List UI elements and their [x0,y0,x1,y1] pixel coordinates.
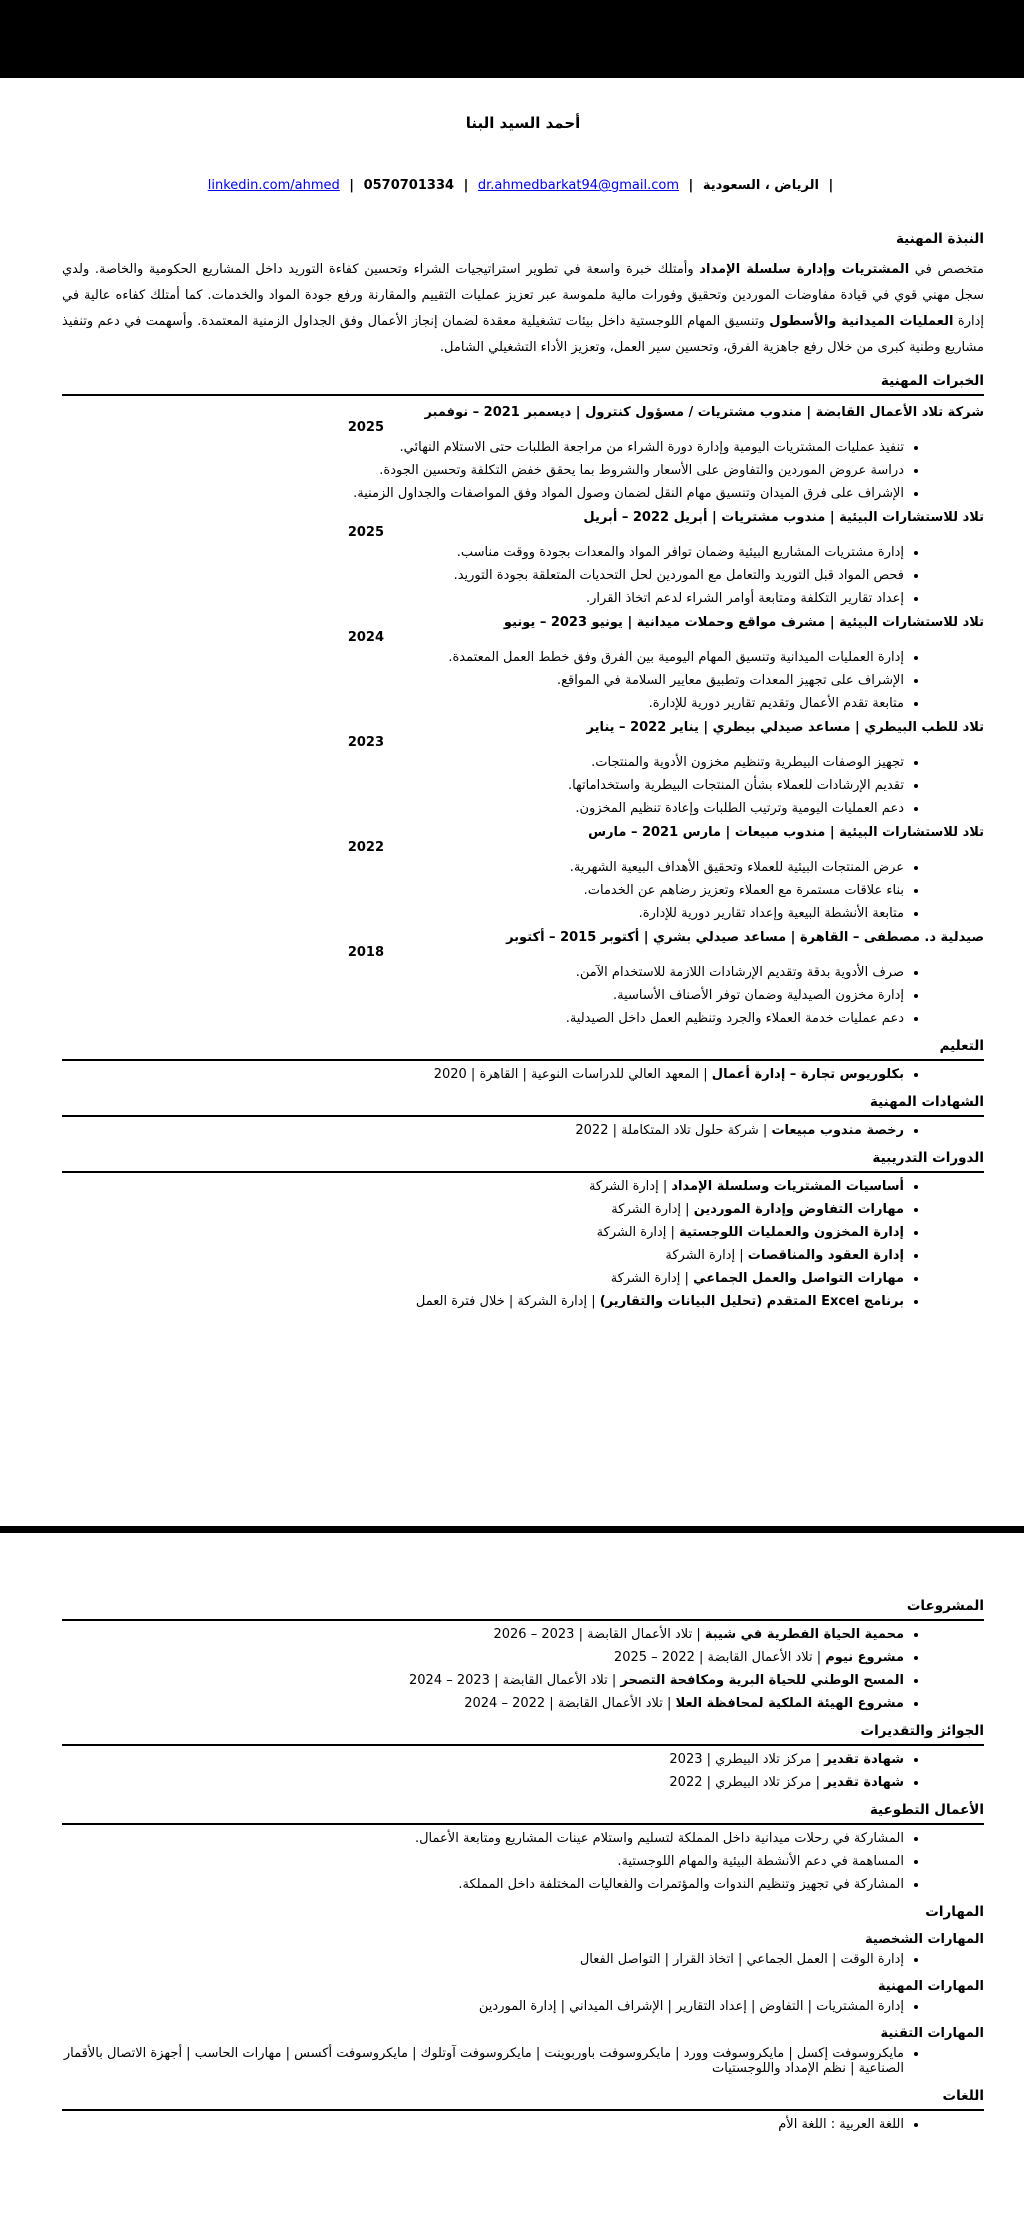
list-item [62,1067,904,1082]
section-heading-certifications: الشهادات المهنية [869,1094,984,1110]
list-item: • إدارة العمليات الميدانية وتنسيق المهام اليومية بين الفرق وفق خطط العمل المعتمدة. [62,650,904,665]
project-details: | تلاد الأعمال القابضة | 2022 – 2025 [613,1650,826,1665]
section-divider [62,1115,984,1117]
section-divider [62,1059,984,1061]
skills-technical-list [62,2046,984,2076]
project-details: | تلاد الأعمال القابضة | 2022 – 2024 [464,1696,676,1711]
list-item: • إدارة مشتريات المشاريع البيئية وضمان توافر المواد والمعدات بجودة ووقت مناسب. [62,545,904,560]
course-details: | إدارة الشركة [611,1202,694,1217]
list-item [62,1696,904,1711]
list-item: • المساهمة في دعم الأنشطة البيئية والمهام اللوجستية. [62,1854,904,1869]
job-title: تلاد للاستشارات البيئية | مندوب مبيعات | مارس 2021 – مارس [588,825,984,840]
course-name: مهارات التواصل والعمل الجماعي [693,1271,904,1286]
job-bullet-list [62,650,984,711]
course-details: | إدارة الشركة [610,1271,694,1286]
job-entry [62,825,984,921]
cv-page-2 [0,1560,1024,2140]
summary-text-bold: العمليات الميدانية والأسطول [769,314,954,329]
contact-separator: | [828,178,834,193]
courses-list [62,1179,984,1309]
course-name: إدارة المخزون والعمليات اللوجستية [679,1225,904,1240]
job-title: تلاد للطب البيطري | مساعد صيدلي بيطري | يناير 2022 – يناير [586,720,984,735]
project-name: محمية الحياة الفطرية في شيبة [704,1627,904,1642]
job-title-wrapped-year: 2022 [347,840,384,855]
course-name: برنامج Excel المتقدم (تحليل البيانات والتقارير) [599,1294,904,1309]
list-item: • صرف الأدوية بدقة وتقديم الإرشادات اللازمة للاستخدام الآمن. [62,965,904,980]
education-list [62,1067,984,1082]
list-item: • بناء علاقات مستمرة مع العملاء وتعزيز رضاهم عن الخدمات. [62,883,904,898]
list-item: • الإشراف على فرق الميدان وتنسيق مهام النقل لضمان وصول المواد وفق المواصفات والجداول الزمنية. [62,486,904,501]
project-name: المسح الوطني للحياة البرية ومكافحة التصحر [620,1673,904,1688]
linkedin-link[interactable]: linkedin.com/ahmed [207,178,340,193]
section-heading-courses: الدورات التدريبية [872,1150,984,1166]
job-entry [62,615,984,711]
job-bullet-list [62,860,984,921]
list-item: • تقديم الإرشادات للعملاء بشأن المنتجات البيطرية واستخداماتها. [62,778,904,793]
course-name: أساسيات المشتريات وسلسلة الإمداد [671,1179,904,1194]
job-entry [62,510,984,606]
list-item: • مايكروسوفت إكسل | مايكروسوفت وورد | مايكروسوفت باوربوينت | مايكروسوفت آوتلوك | مايكروسوفت أكسس | مهارات الحاسب | أجهزة الاتصال بالأقمار الصناعية | نظم الإمداد واللوجستيات [62,2046,904,2076]
course-details: | إدارة الشركة [665,1248,748,1263]
list-item [62,1123,904,1138]
project-details: | تلاد الأعمال القابضة | 2023 – 2024 [409,1673,621,1688]
degree-details: | المعهد العالي للدراسات النوعية | القاهرة | 2020 [433,1067,712,1082]
cv-page-1 [0,78,1024,1317]
degree-name: بكلوريوس تجارة – إدارة أعمال [711,1067,904,1082]
list-item: • إدارة المشتريات | التفاوض | إعداد التقارير | الإشراف الميداني | إدارة الموردين [62,1999,904,2014]
contact-separator: | [349,178,355,193]
course-details: | إدارة الشركة | خلال فترة العمل [415,1294,600,1309]
section-divider [62,394,984,396]
job-title-wrapped-year: 2024 [347,630,384,645]
list-item [62,1179,904,1194]
contact-line [62,178,984,193]
list-item: • متابعة تقدم الأعمال وتقديم تقارير دورية للإدارة. [62,696,904,711]
job-entry [62,405,984,501]
skills-personal-list [62,1952,984,1967]
job-title-wrapped-year: 2023 [347,735,384,750]
list-item [62,1650,904,1665]
certifications-list [62,1123,984,1138]
list-item: • دراسة عروض الموردين والتفاوض على الأسعار والشروط بما يحقق خفض التكلفة وتحسين الجودة. [62,463,904,478]
list-item: • المشاركة في رحلات ميدانية داخل المملكة لتسليم واستلام عينات المشاريع ومتابعة الأعمال. [62,1831,904,1846]
job-title: صيدلية د. مصطفى – القاهرة | مساعد صيدلي بشري | أكتوبر 2015 – أكتوبر [506,930,984,945]
award-details: | مركز تلاد البيطري | 2023 [669,1752,825,1767]
course-details: | إدارة الشركة [588,1179,672,1194]
job-title: تلاد للاستشارات البيئية | مشرف مواقع وحملات ميدانية | يونيو 2023 – يونيو [503,615,984,630]
list-item: • الإشراف على تجهيز المعدات وتطبيق معايير السلامة في المواقع. [62,673,904,688]
languages-list [62,2117,984,2132]
list-item: • المشاركة في تجهيز وتنظيم الندوات والمؤتمرات والفعاليات المختلفة داخل المملكة. [62,1877,904,1892]
section-heading-projects: المشروعات [906,1598,984,1614]
list-item [62,1271,904,1286]
list-item [62,1248,904,1263]
skills-professional-list [62,1999,984,2014]
job-title-wrapped-year: 2025 [347,420,384,435]
job-entry [62,720,984,816]
job-title: شركة تلاد الأعمال القابضة | مندوب مشتريات / مسؤول كنترول | ديسمبر 2021 – نوفمبر [424,405,984,420]
candidate-name: أحمد السيد البنا [465,114,581,132]
section-heading-experience: الخبرات المهنية [880,373,984,389]
list-item: • إدارة الوقت | العمل الجماعي | اتخاذ القرار | التواصل الفعال [62,1952,904,1967]
section-heading-volunteering: الأعمال التطوعية [869,1802,984,1818]
skills-group-heading-professional: المهارات المهنية [877,1979,984,1994]
job-bullet-list [62,545,984,606]
certificate-name: رخصة مندوب مبيعات [771,1123,904,1138]
page-break-band [0,1526,1024,1533]
job-title: تلاد للاستشارات البيئية | مندوب مشتريات | أبريل 2022 – أبريل [583,510,984,525]
list-item: • فحص المواد قبل التوريد والتعامل مع الموردين لحل التحديات المتعلقة بجودة التوريد. [62,568,904,583]
section-divider [62,1823,984,1825]
list-item: • إدارة مخزون الصيدلية وضمان توفر الأصناف الأساسية. [62,988,904,1003]
skills-group-heading-technical: المهارات التقنية [880,2026,984,2041]
list-item [62,1225,904,1240]
list-item: • تجهيز الوصفات البيطرية وتنظيم مخزون الأدوية والمنتجات. [62,755,904,770]
projects-list [62,1627,984,1711]
award-details: | مركز تلاد البيطري | 2022 [669,1775,825,1790]
contact-separator: | [463,178,469,193]
summary-text: متخصص في [909,262,984,277]
section-divider [62,1744,984,1746]
list-item: • متابعة الأنشطة البيعية وإعداد تقارير دورية للإدارة. [62,906,904,921]
location-text: الرياض ، السعودية [702,178,819,193]
list-item: • إعداد تقارير التكلفة ومتابعة أوامر الشراء لدعم اتخاذ القرار. [62,591,904,606]
job-title-wrapped-year: 2025 [347,525,384,540]
section-divider [62,2109,984,2111]
project-name: مشروع نيوم [825,1650,904,1665]
list-item [62,1202,904,1217]
viewer-top-bar [0,0,1024,78]
list-item: • عرض المنتجات البيئية للعملاء وتحقيق الأهداف البيعية الشهرية. [62,860,904,875]
section-divider [62,1619,984,1621]
section-heading-education: التعليم [939,1038,984,1054]
section-heading-awards: الجوائز والتقديرات [860,1723,984,1739]
summary-text: وأمتلك خبرة واسعة في تطوير استراتيجيات الشراء وتحسين كفاءة التوريد داخل المشاريع الحكومية والخاصة. ولدي سجل مهني قوي في قيادة مفاوضات الموردين وتحقيق وفورات مالية ملموسة عبر تعزيز عمليات التقييم والمقارنة ورفع جودة المواد والخدمات. كما أمتلك كفاءه عالية في إدارة [62,262,984,329]
job-title-wrapped-year: 2018 [347,945,384,960]
section-heading-summary: النبذة المهنية [895,231,984,247]
course-name: مهارات التفاوض وإدارة الموردين [693,1202,904,1217]
job-bullet-list [62,755,984,816]
award-name: شهادة تقدير [824,1775,904,1790]
list-item: • دعم العمليات اليومية وترتيب الطلبات وإعادة تنظيم المخزون. [62,801,904,816]
awards-list [62,1752,984,1790]
list-item [62,1627,904,1642]
list-item [62,1294,904,1309]
phone-number: 0570701334 [363,178,455,193]
list-item: • تنفيذ عمليات المشتريات اليومية وإدارة دورة الشراء من مراجعة الطلبات حتى الاستلام النهائي. [62,440,904,455]
volunteering-list [62,1831,984,1892]
summary-text: وتنسيق المهام اللوجستية داخل بيئات تشغيلية معقدة لضمان إنجاز الأعمال وفق الجداول الزمنية المعتمدة. وأسهمت في دعم وتنفيذ مشاريع وطنية كبرى من خلال رفع جاهزية الفرق، وتحسين سير العمل، وتعزيز الأداء التشغيلي الشامل. [62,314,984,355]
skills-group-heading-personal: المهارات الشخصية [865,1932,984,1947]
course-details: | إدارة الشركة [596,1225,680,1240]
list-item [62,1775,904,1790]
section-divider [62,1171,984,1173]
list-item: • دعم عمليات خدمة العملاء والجرد وتنظيم العمل داخل الصيدلية. [62,1011,904,1026]
list-item [62,1752,904,1767]
list-item [62,1673,904,1688]
job-bullet-list [62,440,984,501]
summary-paragraph [62,257,984,361]
list-item: • اللغة العربية : اللغة الأم [62,2117,904,2132]
email-link[interactable]: dr.ahmedbarkat94@gmail.com [477,178,679,193]
section-heading-skills: المهارات [925,1904,984,1920]
contact-separator: | [688,178,694,193]
job-bullet-list [62,965,984,1026]
certificate-details: | شركة حلول تلاد المتكاملة | 2022 [575,1123,772,1138]
project-name: مشروع الهيئة الملكية لمحافظة العلا [675,1696,904,1711]
course-name: إدارة العقود والمناقصات [747,1248,904,1263]
project-details: | تلاد الأعمال القابضة | 2023 – 2026 [493,1627,705,1642]
award-name: شهادة تقدير [824,1752,904,1767]
summary-text-bold: المشتريات وإدارة سلسلة الإمداد [699,262,910,277]
job-entry [62,930,984,1026]
section-heading-languages: اللغات [942,2088,984,2104]
